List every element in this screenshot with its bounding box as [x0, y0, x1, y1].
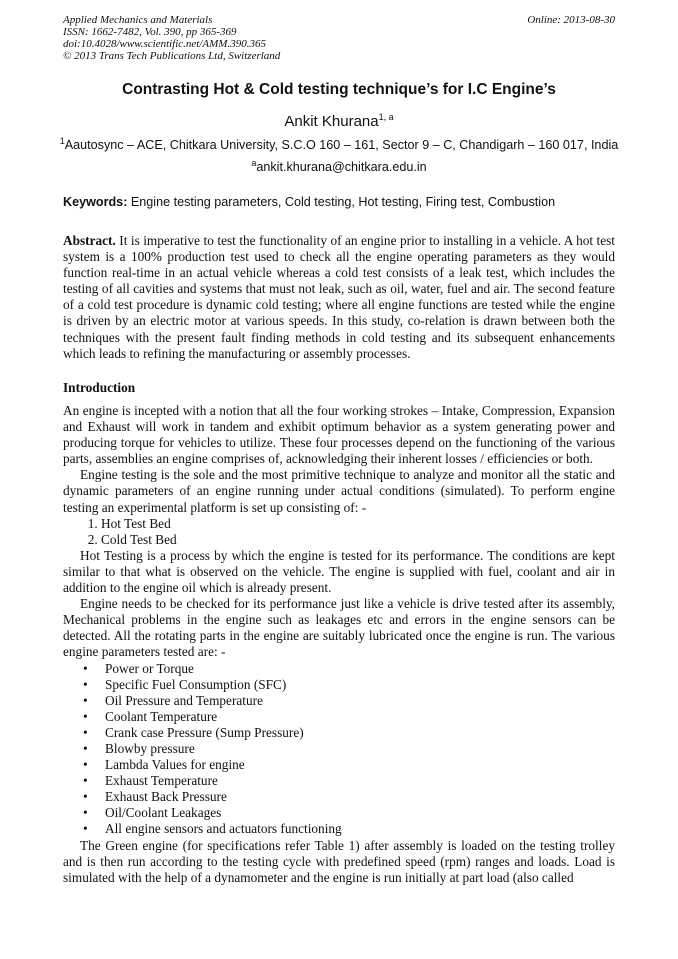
email-sup: a — [251, 157, 257, 168]
list-item — [83, 708, 615, 725]
paragraph: Engine testing is the sole and the most primitive technique to analyze and monitor all the static and dynamic parameters of an engine running under actual conditions (simulated). To perform engine testing an experimental platform is set up consisting of: - — [63, 467, 615, 515]
list-item-text: Crank case Pressure (Sump Pressure) — [105, 724, 304, 740]
issn: ISSN: 1662-7482, Vol. 390, pp 365-369 — [63, 26, 237, 38]
paragraph: The Green engine (for specifications refer Table 1) after assembly is loaded on the testing trolley and is then run according to the testing cycle with predefined speed (rpm) ranges and loads. Load is simulated with the help of a dynamometer and the engine is run initially at part load (also called — [63, 837, 615, 885]
copyright: © 2013 Trans Tech Publications Ltd, Switzerland — [63, 50, 281, 62]
list-item — [83, 740, 615, 757]
journal-header — [63, 14, 615, 62]
list-item — [83, 724, 615, 741]
list-item — [83, 757, 615, 773]
list-item — [83, 805, 615, 821]
bullet-icon: • — [83, 740, 88, 756]
email-text[interactable]: ankit.khurana@chitkara.edu.in — [256, 160, 427, 174]
list-item-text: Specific Fuel Consumption (SFC) — [105, 676, 287, 692]
keywords — [63, 195, 623, 209]
list-item — [83, 692, 615, 709]
affiliation — [0, 135, 678, 152]
author-name: Ankit Khurana — [284, 113, 379, 130]
list-item — [83, 676, 615, 693]
list-item-text: Oil Pressure and Temperature — [105, 692, 263, 708]
list-item-text: Coolant Temperature — [105, 708, 218, 724]
bullet-icon: • — [83, 676, 88, 692]
list-item — [83, 789, 615, 805]
bullet-icon: • — [83, 757, 88, 773]
bullet-icon: • — [83, 821, 88, 837]
abstract-label: Abstract. — [63, 233, 116, 248]
doi: doi:10.4028/www.scientific.net/AMM.390.365 — [63, 38, 266, 50]
list-item-text: Power or Torque — [105, 660, 194, 676]
bullet-icon: • — [83, 660, 88, 676]
list-item-text: Oil/Coolant Leakages — [105, 805, 222, 821]
abstract-text: It is imperative to test the functionality of an engine prior to installing in a vehicle. A hot test system is a 100% production test used to check all the engine operating parameters as they would function real-time in an actual vehicle whereas a cold test consists of a leak test, which includes the testing of all cavities and systems that must not leak, such as oil, water, fuel and air. The second feature of a cold test procedure is dynamic cold testing; where all engine functions are tested while the engine is driven by an electric motor at various speeds. In this study, co-relation is drawn between both the techniques with the present fault finding methods in cold testing and its subsequent enhancements which leads to refining the manufacturing or assembly processes. — [63, 233, 615, 361]
paragraph: Engine needs to be checked for its performance just like a vehicle is drive tested after its assembly, Mechanical problems in the engine such as leakages etc and errors in the engine sensors can be detected. All the rotating parts in the engine are suitably lubricated once the engine is run. The various engine parameters tested are: - — [63, 596, 615, 660]
list-item-text: Blowby pressure — [105, 740, 195, 756]
author — [0, 113, 678, 130]
keywords-label: Keywords: — [63, 195, 128, 209]
bullet-icon: • — [83, 805, 88, 821]
paragraph: An engine is incepted with a notion that all the four working strokes – Intake, Compression, Expansion and Exhaust will work in tandem and exhibit optimum behavior as a system generating power and producing torque for vehicles to utilize. These four processes depend on the functioning of the various parts, assemblies an engine comprises of, acknowledging their inherent losses / efficiencies or both. — [63, 403, 615, 467]
affiliation-text: Aautosync – ACE, Chitkara University, S.C.O 160 – 161, Sector 9 – C, Chandigarh – 160 017, India — [64, 138, 619, 152]
bullet-icon: • — [83, 789, 88, 805]
keywords-text: Engine testing parameters, Cold testing, Hot testing, Firing test, Combustion — [127, 195, 556, 209]
section-heading-introduction: Introduction — [63, 380, 136, 395]
bullet-icon: • — [83, 692, 88, 708]
online-date: Online: 2013-08-30 — [527, 14, 615, 26]
list-item-text: Lambda Values for engine — [105, 757, 245, 773]
list-item-text: Exhaust Back Pressure — [105, 789, 227, 805]
list-item: 1. Hot Test Bed — [101, 516, 615, 532]
journal-name: Applied Mechanics and Materials — [63, 14, 213, 26]
list-item — [83, 821, 615, 837]
abstract — [63, 233, 615, 362]
test-bed-list — [63, 516, 615, 548]
bullet-icon: • — [83, 708, 88, 724]
list-item-text: Exhaust Temperature — [105, 773, 218, 789]
list-item — [83, 660, 615, 677]
parameter-list — [63, 661, 615, 838]
paragraph: Hot Testing is a process by which the engine is tested for its performance. The conditions are kept similar to that what is observed on the vehicle. The engine is supplied with fuel, coolant and air in addition to the engine oil which is already present. — [63, 547, 615, 596]
author-sup: 1, a — [378, 112, 394, 122]
paper-title: Contrasting Hot & Cold testing technique’s for I.C Engine’s — [122, 81, 556, 98]
bullet-icon: • — [83, 773, 88, 789]
email — [0, 157, 678, 174]
list-item — [83, 773, 615, 789]
affiliation-sup: 1 — [59, 135, 65, 146]
list-item: 2. Cold Test Bed — [101, 532, 615, 548]
introduction-body — [63, 403, 615, 886]
bullet-icon: • — [83, 724, 88, 740]
list-item-text: All engine sensors and actuators functioning — [105, 821, 342, 837]
